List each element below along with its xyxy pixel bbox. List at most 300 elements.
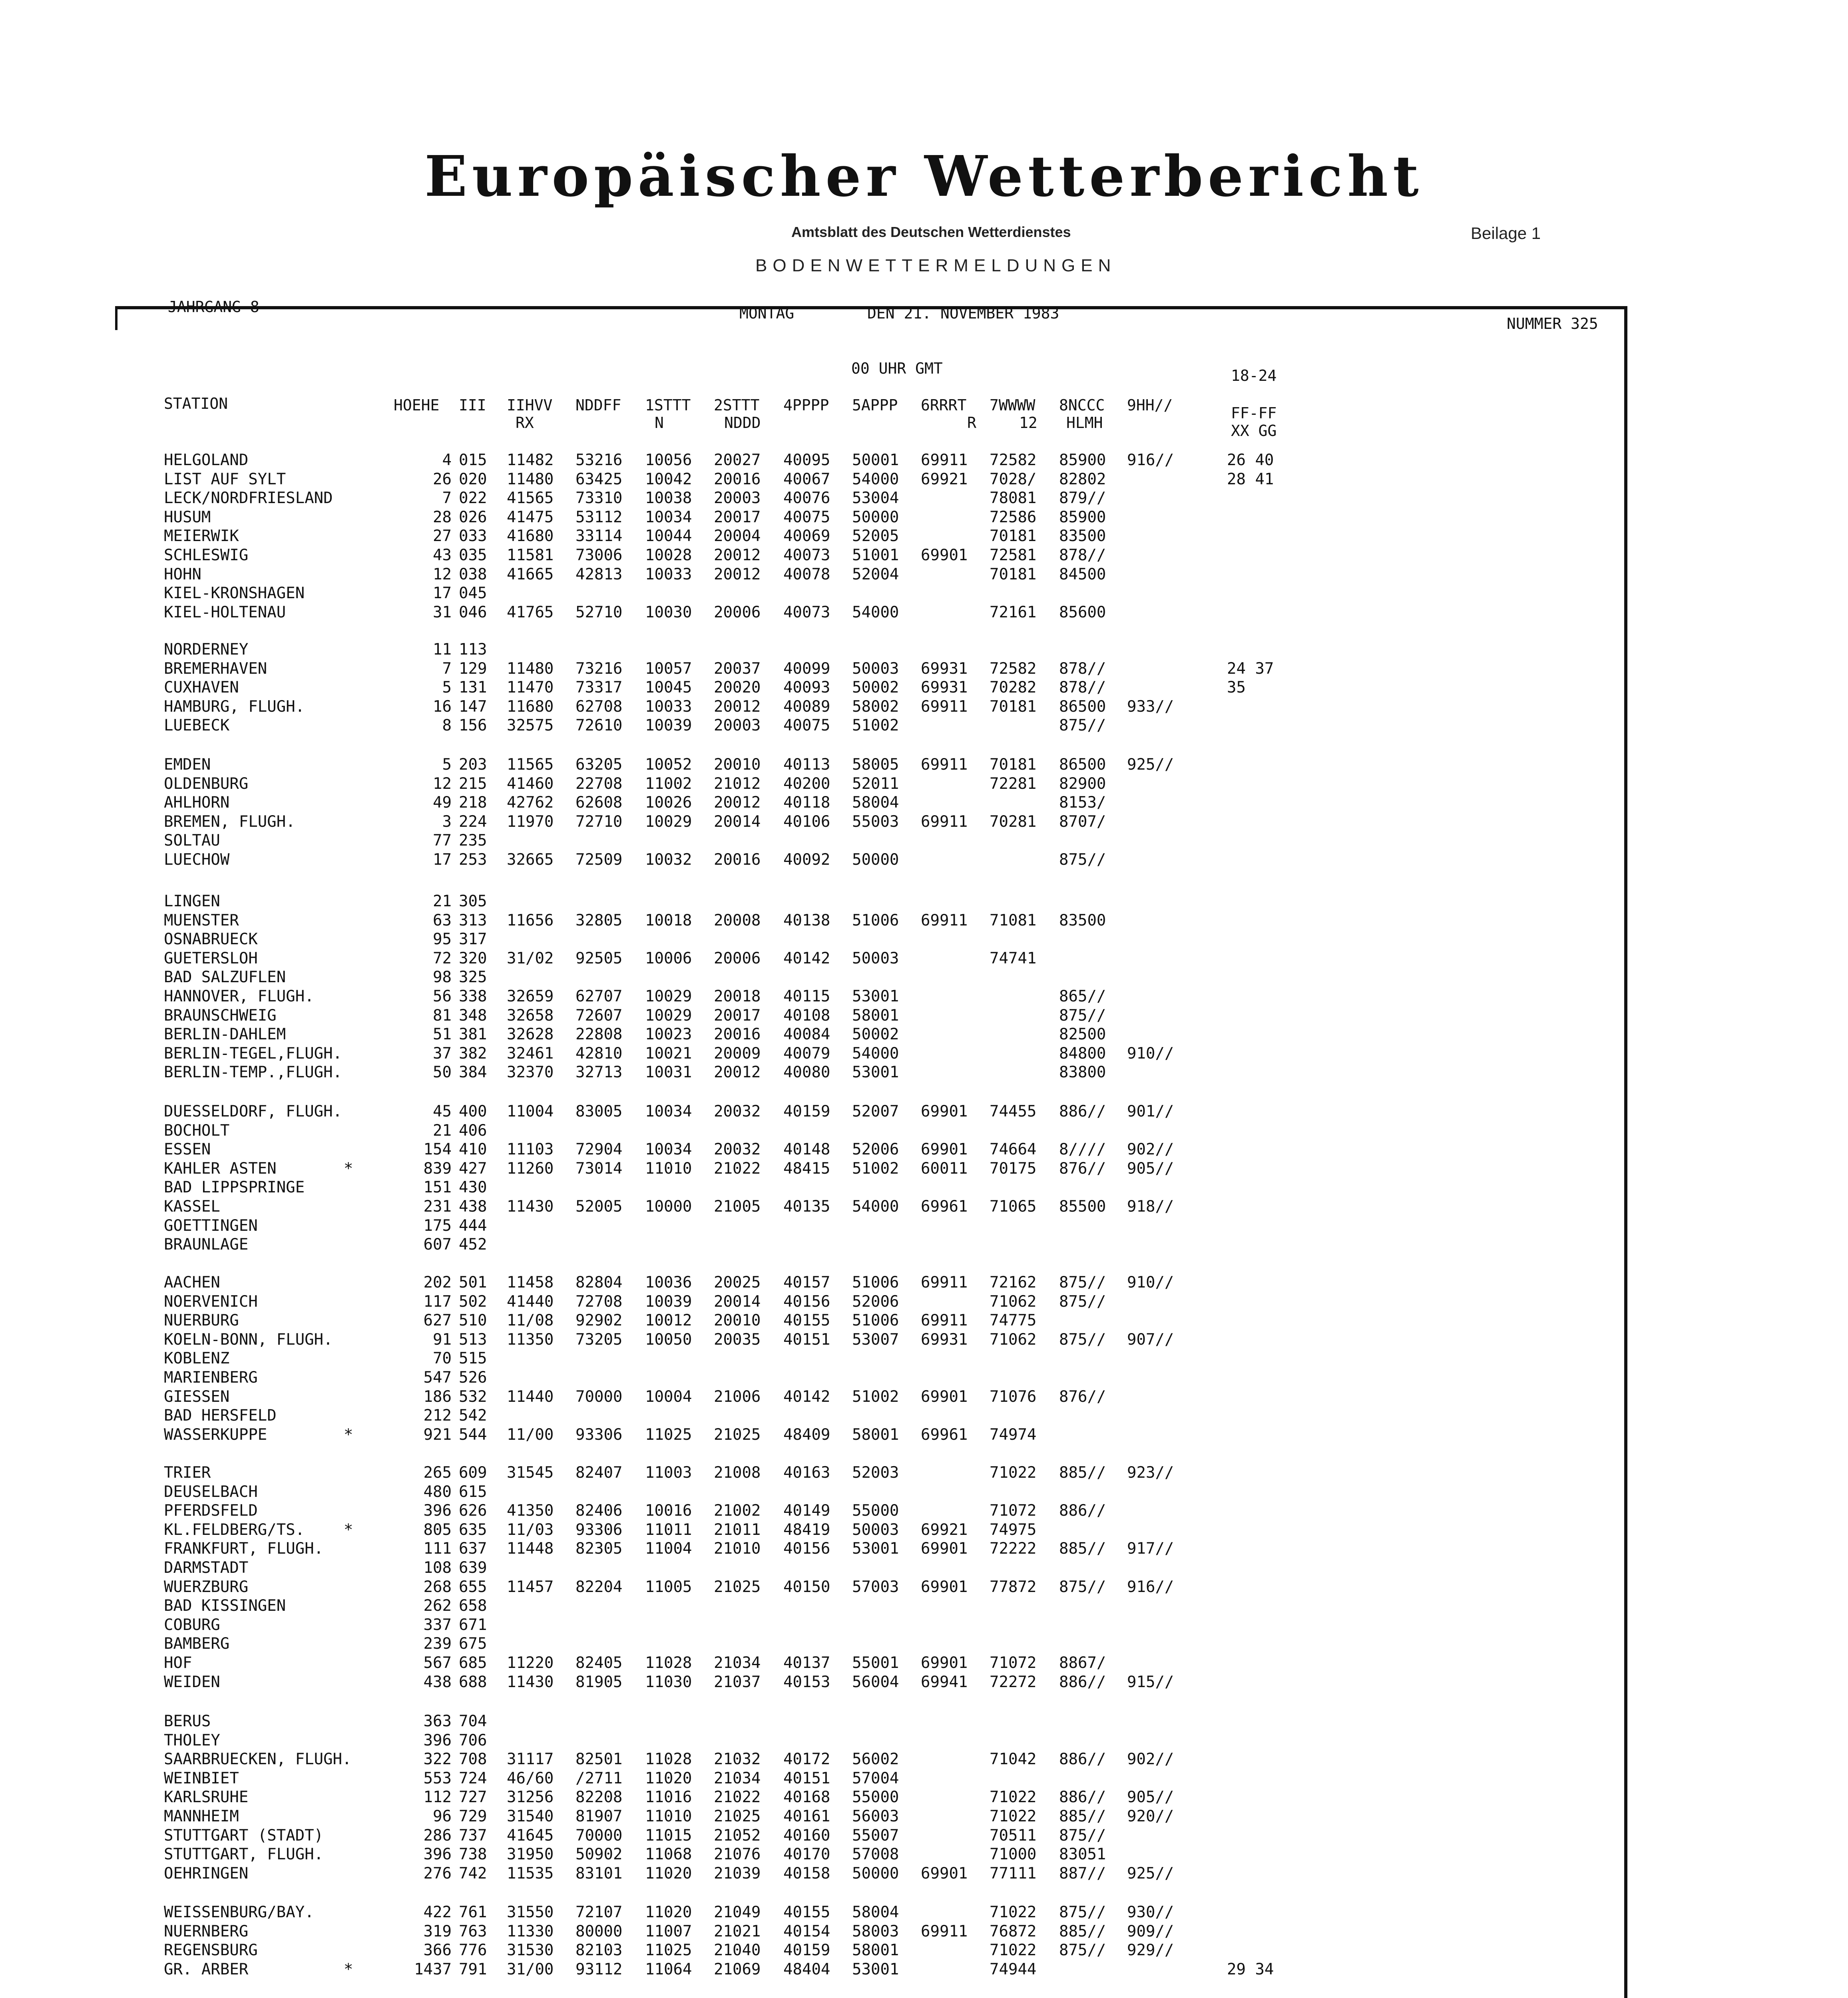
group-9hh: 918//	[1127, 1197, 1174, 1216]
station-elevation: 108	[423, 1558, 452, 1577]
station-elevation: 5	[442, 756, 452, 774]
group-8nccc: 86500	[1059, 756, 1106, 774]
group-nddff: 22808	[576, 1025, 623, 1044]
station-row	[0, 793, 1106, 812]
station-elevation: 265	[423, 1464, 452, 1482]
station-index: 015	[459, 451, 487, 469]
station-index: 382	[459, 1044, 487, 1063]
group-nddff: 53216	[576, 451, 623, 469]
group-7wwww: 71022	[990, 1788, 1037, 1807]
station-row	[0, 1330, 1174, 1349]
group-nddff: 42810	[576, 1044, 623, 1063]
group-8nccc: 886//	[1059, 1102, 1106, 1120]
group-8nccc: 886//	[1059, 1502, 1106, 1520]
group-2sttt: 21008	[714, 1464, 761, 1482]
group-nddff: 72610	[576, 716, 623, 735]
group-nddff: 82208	[576, 1788, 623, 1807]
group-4pppp: 40078	[783, 565, 830, 583]
group-7wwww: 72582	[990, 451, 1037, 469]
col-6rrrt: 6RRRT	[921, 396, 967, 414]
station-index: 658	[459, 1597, 487, 1615]
group-nddff: 42813	[576, 565, 623, 583]
station-name: REGENSBURG	[164, 1941, 258, 1960]
group-iihvv: 32665	[507, 850, 554, 869]
frame-right-rule	[1624, 306, 1627, 1998]
group-nddff: 72107	[576, 1903, 623, 1921]
group-2sttt: 21021	[714, 1922, 761, 1940]
station-name: OLDENBURG	[164, 774, 249, 793]
group-6rrrt: 69911	[921, 812, 968, 831]
station-elevation: 839	[423, 1159, 452, 1178]
station-row	[0, 831, 487, 850]
group-2sttt: 20012	[714, 697, 761, 716]
group-4pppp: 40118	[783, 794, 830, 812]
station-row	[0, 603, 1106, 622]
station-elevation: 363	[423, 1712, 452, 1730]
station-name: HOHN	[164, 565, 201, 583]
group-2sttt: 21039	[714, 1864, 761, 1883]
group-nddff: 82804	[576, 1274, 623, 1292]
group-7wwww: 72161	[990, 603, 1037, 621]
station-row	[0, 1750, 1174, 1769]
observation-time: 00 UHR GMT	[851, 360, 943, 377]
section-berus	[0, 1712, 1174, 1883]
group-6rrrt: 60011	[921, 1159, 968, 1178]
station-elevation: 49	[433, 794, 452, 812]
group-1sttt: 10000	[645, 1197, 692, 1216]
group-2sttt: 21034	[714, 1654, 761, 1672]
group-2sttt: 20009	[714, 1044, 761, 1063]
group-iihvv: 32370	[507, 1063, 554, 1082]
group-iihvv: 11004	[507, 1102, 554, 1120]
section-weissenburg	[0, 1903, 1274, 1979]
station-row	[0, 968, 487, 987]
group-iihvv: 41665	[507, 565, 554, 583]
station-elevation: 111	[423, 1540, 452, 1558]
group-5appp: 53001	[852, 1063, 899, 1082]
group-2sttt: 21025	[714, 1578, 761, 1596]
group-nddff: /2711	[576, 1769, 623, 1787]
group-2sttt: 21022	[714, 1788, 761, 1807]
group-9hh: 902//	[1127, 1140, 1174, 1159]
station-index: 400	[459, 1102, 487, 1120]
station-row	[0, 1520, 1037, 1540]
station-elevation: 96	[433, 1807, 452, 1825]
group-2sttt: 21040	[714, 1941, 761, 1960]
station-index: 381	[459, 1025, 487, 1044]
station-elevation: 21	[433, 1121, 452, 1140]
station-name: WASSERKUPPE	[164, 1425, 267, 1444]
station-row	[0, 1197, 1174, 1216]
station-name: BAMBERG	[164, 1635, 230, 1653]
group-2sttt: 20027	[714, 451, 761, 469]
station-name: KARLSRUHE	[164, 1788, 249, 1807]
group-8nccc: 875//	[1059, 1941, 1106, 1960]
station-index: 761	[459, 1903, 487, 1921]
station-row	[0, 1558, 487, 1578]
station-index: 526	[459, 1368, 487, 1387]
station-index: 156	[459, 716, 487, 735]
group-8nccc: 82802	[1059, 470, 1106, 488]
group-iihvv: 11970	[507, 812, 554, 831]
station-elevation: 17	[433, 584, 452, 603]
group-8nccc: 885//	[1059, 1922, 1106, 1940]
station-name: BERLIN-DAHLEM	[164, 1025, 286, 1044]
station-row	[0, 678, 1246, 697]
group-5appp: 52005	[852, 527, 899, 545]
group-iihvv: 31/02	[507, 949, 554, 967]
col-iii: III	[459, 396, 486, 414]
station-elevation: 45	[433, 1102, 452, 1120]
station-row	[0, 911, 1106, 930]
station-index: 338	[459, 987, 487, 1005]
station-elevation: 77	[433, 832, 452, 850]
station-name: OEHRINGEN	[164, 1864, 249, 1883]
group-4pppp: 40155	[783, 1903, 830, 1921]
group-5appp: 52006	[852, 1292, 899, 1311]
group-7wwww: 74974	[990, 1425, 1037, 1444]
station-index: 639	[459, 1558, 487, 1577]
group-9hh: 920//	[1127, 1807, 1174, 1825]
station-index: 320	[459, 949, 487, 967]
group-8nccc: 876//	[1059, 1387, 1106, 1406]
station-index: 729	[459, 1807, 487, 1825]
group-1sttt: 11028	[645, 1654, 692, 1672]
group-iihvv: 32628	[507, 1025, 554, 1044]
group-2sttt: 21010	[714, 1540, 761, 1558]
group-1sttt: 11004	[645, 1540, 692, 1558]
station-name: KIEL-KRONSHAGEN	[164, 584, 305, 603]
station-elevation: 7	[442, 659, 452, 678]
station-elevation: 627	[423, 1311, 452, 1330]
station-index: 129	[459, 659, 487, 678]
group-nddff: 72904	[576, 1140, 623, 1159]
station-name: BOCHOLT	[164, 1121, 230, 1140]
group-iihvv: 11680	[507, 697, 554, 716]
group-nddff: 82103	[576, 1941, 623, 1960]
station-row	[0, 584, 487, 603]
group-5appp: 50000	[852, 850, 899, 869]
group-iihvv: 11656	[507, 911, 554, 929]
group-7wwww: 78081	[990, 489, 1037, 507]
station-row	[0, 716, 1106, 735]
section-title: BODENWETTERMELDUNGEN	[755, 256, 1117, 275]
station-name: FRANKFURT, FLUGH.	[164, 1540, 324, 1558]
group-1sttt: 10052	[645, 756, 692, 774]
group-2sttt: 21052	[714, 1826, 761, 1845]
group-nddff: 92902	[576, 1311, 623, 1330]
station-name: BAD SALZUFLEN	[164, 968, 286, 987]
station-index: 675	[459, 1635, 487, 1653]
group-iihvv: 31545	[507, 1464, 554, 1482]
station-index: 427	[459, 1159, 487, 1178]
group-iihvv: 41350	[507, 1502, 554, 1520]
group-iihvv: 11/03	[507, 1520, 554, 1539]
group-nddff: 33114	[576, 527, 623, 545]
group-6rrrt: 69901	[921, 1654, 968, 1672]
group-7wwww: 74775	[990, 1311, 1037, 1330]
station-index: 704	[459, 1712, 487, 1730]
group-1sttt: 10004	[645, 1387, 692, 1406]
group-4pppp: 40159	[783, 1941, 830, 1960]
group-iihvv: 32658	[507, 1006, 554, 1025]
station-index: 513	[459, 1330, 487, 1349]
group-nddff: 80000	[576, 1922, 623, 1940]
group-4pppp: 40170	[783, 1845, 830, 1864]
station-row	[0, 489, 1106, 508]
group-2sttt: 20020	[714, 679, 761, 697]
group-7wwww: 70511	[990, 1826, 1037, 1845]
station-name: WUERZBURG	[164, 1578, 249, 1596]
station-elevation: 231	[423, 1197, 452, 1216]
group-5appp: 51006	[852, 1274, 899, 1292]
group-8nccc: 83500	[1059, 911, 1106, 929]
station-name: HELGOLAND	[164, 451, 249, 469]
group-1sttt: 11010	[645, 1807, 692, 1825]
station-row	[0, 1731, 487, 1750]
station-elevation: 1437	[414, 1960, 452, 1978]
group-nddff: 81905	[576, 1673, 623, 1691]
station-elevation: 547	[423, 1368, 452, 1387]
station-elevation: 4	[442, 451, 452, 469]
group-5appp: 56002	[852, 1750, 899, 1769]
group-2sttt: 20012	[714, 546, 761, 564]
station-elevation: 186	[423, 1387, 452, 1406]
group-8nccc: 875//	[1059, 1330, 1106, 1349]
station-elevation: 51	[433, 1025, 452, 1044]
group-6rrrt: 69911	[921, 1311, 968, 1330]
group-6rrrt: 69931	[921, 679, 968, 697]
group-6rrrt: 69931	[921, 1330, 968, 1349]
group-7wwww: 7028/	[990, 470, 1037, 488]
group-5appp: 58001	[852, 1425, 899, 1444]
station-name: BRAUNLAGE	[164, 1236, 249, 1254]
group-iihvv: 11482	[507, 451, 554, 469]
station-index: 671	[459, 1616, 487, 1634]
group-1sttt: 10018	[645, 911, 692, 929]
group-4pppp: 40151	[783, 1769, 830, 1787]
group-4pppp: 40108	[783, 1006, 830, 1025]
gust-wind: 29 34	[1227, 1960, 1274, 1978]
group-7wwww: 72581	[990, 546, 1037, 564]
group-2sttt: 20016	[714, 1025, 761, 1044]
group-1sttt: 11020	[645, 1769, 692, 1787]
group-9hh: 925//	[1127, 1864, 1174, 1883]
group-4pppp: 40161	[783, 1807, 830, 1825]
group-7wwww: 72162	[990, 1274, 1037, 1292]
station-row	[0, 1712, 487, 1731]
group-5appp: 53004	[852, 489, 899, 507]
station-elevation: 95	[433, 930, 452, 949]
group-iihvv: 41565	[507, 489, 554, 507]
group-7wwww: 71022	[990, 1807, 1037, 1825]
group-5appp: 53001	[852, 1540, 899, 1558]
station-row	[0, 850, 1106, 870]
station-row	[0, 1159, 1174, 1178]
group-4pppp: 40160	[783, 1826, 830, 1845]
group-4pppp: 48409	[783, 1425, 830, 1444]
group-8nccc: 879//	[1059, 489, 1106, 507]
station-row	[0, 1788, 1174, 1807]
station-name: KIEL-HOLTENAU	[164, 603, 286, 621]
period-label: 18-24	[1231, 367, 1277, 384]
group-4pppp: 40135	[783, 1197, 830, 1216]
group-nddff: 82204	[576, 1578, 623, 1596]
group-8nccc: 875//	[1059, 1578, 1106, 1596]
station-row	[0, 659, 1274, 679]
station-row	[0, 812, 1106, 832]
group-1sttt: 10006	[645, 949, 692, 967]
group-2sttt: 21006	[714, 1387, 761, 1406]
group-iihvv: 31256	[507, 1788, 554, 1807]
group-6rrrt: 69911	[921, 1274, 968, 1292]
group-5appp: 51006	[852, 911, 899, 929]
station-elevation: 276	[423, 1864, 452, 1883]
group-4pppp: 40076	[783, 489, 830, 507]
group-iihvv: 11/08	[507, 1311, 554, 1330]
group-9hh: 917//	[1127, 1540, 1174, 1558]
station-name: KOBLENZ	[164, 1349, 230, 1368]
group-4pppp: 40073	[783, 603, 830, 621]
station-row	[0, 1025, 1106, 1044]
group-9hh: 933//	[1127, 697, 1174, 716]
group-9hh: 929//	[1127, 1941, 1174, 1960]
station-row	[0, 1292, 1106, 1311]
group-4pppp: 40075	[783, 508, 830, 526]
col-9hh: 9HH//	[1127, 396, 1173, 414]
group-4pppp: 40089	[783, 697, 830, 716]
group-8nccc: 82900	[1059, 774, 1106, 793]
station-row	[0, 1425, 1037, 1445]
issue-number: NUMMER 325	[1507, 315, 1598, 332]
station-index: 542	[459, 1407, 487, 1425]
group-6rrrt: 69901	[921, 1140, 968, 1159]
group-2sttt: 20017	[714, 1006, 761, 1025]
station-index: 501	[459, 1274, 487, 1292]
col-6rrrt-sub: R	[967, 414, 976, 432]
group-4pppp: 40099	[783, 659, 830, 678]
group-2sttt: 21025	[714, 1425, 761, 1444]
group-8nccc: 85900	[1059, 451, 1106, 469]
group-1sttt: 10039	[645, 1292, 692, 1311]
station-row	[0, 1903, 1174, 1922]
station-index: 224	[459, 812, 487, 831]
group-8nccc: 875//	[1059, 1903, 1106, 1921]
station-elevation: 151	[423, 1178, 452, 1197]
group-1sttt: 10039	[645, 716, 692, 735]
section-trier	[0, 1463, 1174, 1692]
station-row	[0, 1769, 899, 1788]
station-index: 022	[459, 489, 487, 507]
station-name: HUSUM	[164, 508, 211, 526]
station-row	[0, 1596, 487, 1616]
group-7wwww: 71062	[990, 1292, 1037, 1311]
station-elevation: 16	[433, 697, 452, 716]
station-name: LECK/NORDFRIESLAND	[164, 489, 333, 507]
group-1sttt: 11064	[645, 1960, 692, 1978]
station-name: NORDERNEY	[164, 641, 249, 659]
group-8nccc: 876//	[1059, 1159, 1106, 1178]
station-elevation: 396	[423, 1731, 452, 1749]
station-index: 045	[459, 584, 487, 603]
group-5appp: 58001	[852, 1941, 899, 1960]
group-9hh: 905//	[1127, 1159, 1174, 1178]
station-name: BAD LIPPSPRINGE	[164, 1178, 305, 1197]
group-2sttt: 20004	[714, 527, 761, 545]
station-elevation: 37	[433, 1044, 452, 1063]
station-name: BAD KISSINGEN	[164, 1597, 286, 1615]
group-6rrrt: 69901	[921, 1387, 968, 1406]
beilage-label: Beilage 1	[1471, 224, 1541, 243]
station-index: 685	[459, 1654, 487, 1672]
station-name: BERLIN-TEMP.,FLUGH.	[164, 1063, 343, 1082]
group-5appp: 52006	[852, 1140, 899, 1159]
group-2sttt: 21032	[714, 1750, 761, 1769]
group-2sttt: 20016	[714, 850, 761, 869]
group-iihvv: 31540	[507, 1807, 554, 1825]
group-iihvv: 11457	[507, 1578, 554, 1596]
group-4pppp: 40158	[783, 1864, 830, 1883]
group-1sttt: 10057	[645, 659, 692, 678]
group-5appp: 52004	[852, 565, 899, 583]
station-name: DARMSTADT	[164, 1558, 249, 1577]
station-name: HAMBURG, FLUGH.	[164, 697, 305, 716]
group-nddff: 62608	[576, 794, 623, 812]
group-4pppp: 40067	[783, 470, 830, 488]
station-index: 438	[459, 1197, 487, 1216]
station-index: 325	[459, 968, 487, 987]
group-4pppp: 40153	[783, 1673, 830, 1691]
group-iihvv: 11430	[507, 1673, 554, 1691]
station-row	[0, 1140, 1174, 1159]
group-7wwww: 71081	[990, 911, 1037, 929]
station-row	[0, 697, 1174, 716]
group-5appp: 55000	[852, 1502, 899, 1520]
station-name: DEUSELBACH	[164, 1483, 258, 1501]
group-iihvv: 31/00	[507, 1960, 554, 1978]
group-5appp: 50003	[852, 1520, 899, 1539]
col-iihvv-sub: RX	[516, 414, 534, 432]
station-elevation: 12	[433, 565, 452, 583]
group-7wwww: 70282	[990, 679, 1037, 697]
group-nddff: 73006	[576, 546, 623, 564]
weekday-label: MONTAG	[739, 304, 795, 322]
group-9hh: 915//	[1127, 1673, 1174, 1691]
station-row	[0, 1807, 1174, 1826]
group-7wwww: 71062	[990, 1330, 1037, 1349]
group-1sttt: 11028	[645, 1750, 692, 1769]
col-8nccc-sub: HLMH	[1066, 414, 1103, 432]
group-8nccc: 875//	[1059, 1274, 1106, 1292]
group-nddff: 93112	[576, 1960, 623, 1978]
station-row	[0, 1463, 1174, 1483]
station-name: LINGEN	[164, 892, 220, 910]
station-index: 635	[459, 1520, 487, 1539]
group-1sttt: 10033	[645, 565, 692, 583]
group-nddff: 82501	[576, 1750, 623, 1769]
station-name: HOF	[164, 1654, 192, 1672]
group-1sttt: 10033	[645, 697, 692, 716]
group-7wwww: 71022	[990, 1903, 1037, 1921]
station-elevation: 607	[423, 1236, 452, 1254]
group-8nccc: 875//	[1059, 716, 1106, 735]
station-row	[0, 930, 487, 949]
group-1sttt: 11002	[645, 774, 692, 793]
station-elevation: 553	[423, 1769, 452, 1787]
group-5appp: 56004	[852, 1673, 899, 1691]
group-7wwww: 77111	[990, 1864, 1037, 1883]
station-elevation: 202	[423, 1274, 452, 1292]
